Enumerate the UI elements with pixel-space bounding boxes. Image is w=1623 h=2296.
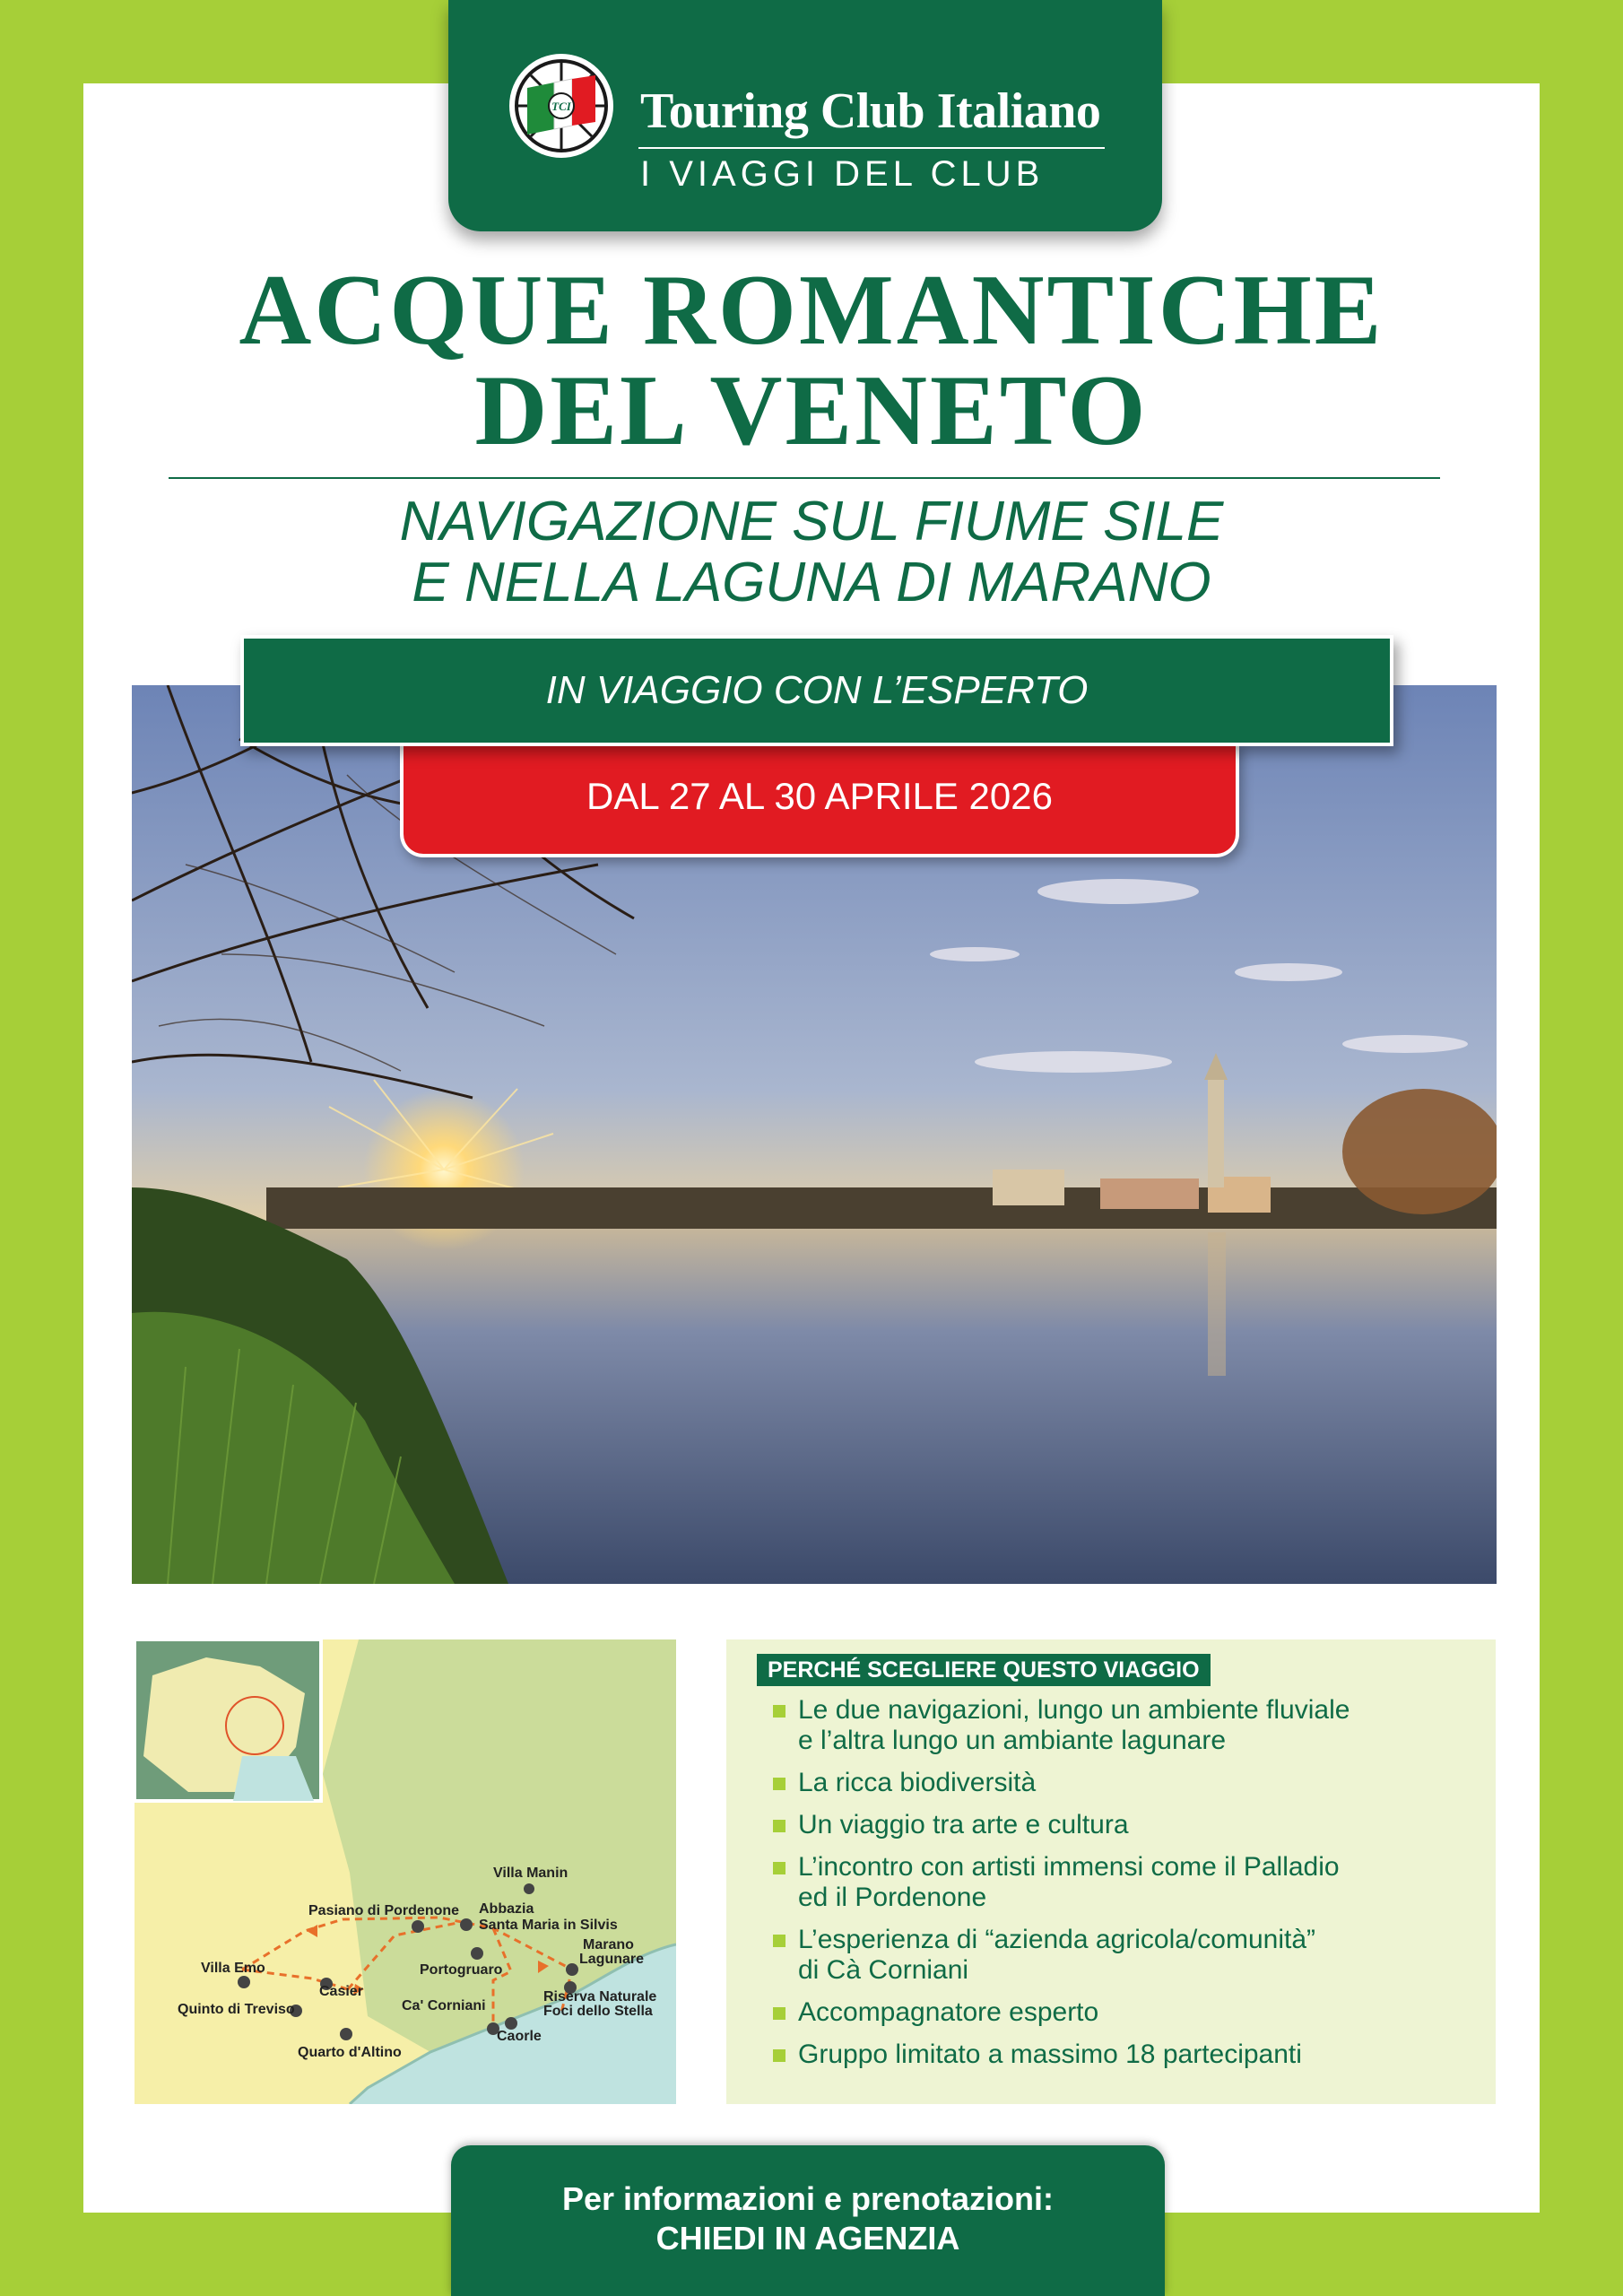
brand-tagline: I VIAGGI DEL CLUB — [640, 154, 1045, 194]
footer-info-line: Per informazioni e prenotazioni: — [561, 2180, 1055, 2217]
page-title — [108, 255, 1515, 466]
header-badge — [448, 0, 1162, 231]
reason-line-1: La ricca biodiversità — [798, 1768, 1037, 1797]
subtitle-line-1: NAVIGAZIONE SUL FIUME SILE — [399, 491, 1224, 552]
list-item — [773, 1925, 1472, 1986]
square-bullet-icon — [773, 1778, 785, 1790]
reason-line-1: L’incontro con artisti immensi come il Palladio — [798, 1852, 1340, 1882]
map-label-villa-emo: Villa Emo — [201, 1961, 265, 1976]
footer-cta-line: CHIEDI IN AGENZIA — [655, 2220, 960, 2257]
brand-divider — [638, 147, 1105, 149]
map-label-villa-manin: Villa Manin — [493, 1866, 568, 1881]
list-item — [773, 1768, 1472, 1798]
reason-line-1: Le due navigazioni, lungo un ambiente fluviale — [798, 1695, 1350, 1725]
itinerary-map — [135, 1639, 676, 2104]
map-label-ca-corniani: Ca' Corniani — [402, 1998, 486, 2013]
map-label-marano: Marano — [583, 1937, 634, 1952]
map-label-quinto: Quinto di Treviso — [178, 2002, 295, 2017]
reason-line-1: L’esperienza di “azienda agricola/comunità” — [798, 1925, 1316, 1954]
list-item — [773, 1695, 1472, 1756]
title-divider — [169, 477, 1440, 479]
square-bullet-icon — [773, 1705, 785, 1718]
reason-line-2: e l’altra lungo un ambiante lagunare — [798, 1726, 1226, 1755]
reasons-heading: PERCHÉ SCEGLIERE QUESTO VIAGGIO — [757, 1654, 1211, 1686]
date-band: DAL 27 AL 30 APRILE 2026 — [400, 743, 1239, 857]
map-label-portogruaro: Portogruaro — [420, 1962, 503, 1978]
square-bullet-icon — [773, 1820, 785, 1832]
reason-line-1: Gruppo limitato a massimo 18 partecipanti — [798, 2039, 1302, 2069]
list-item — [773, 1810, 1472, 1840]
reason-line-1: Un viaggio tra arte e cultura — [798, 1810, 1129, 1839]
map-label-caorle: Caorle — [497, 2029, 542, 2044]
reason-line-2: ed il Pordenone — [798, 1883, 987, 1912]
list-item — [773, 1852, 1472, 1913]
map-label-casier: Casier — [319, 1984, 363, 1999]
expert-band: IN VIAGGIO CON L’ESPERTO — [240, 635, 1393, 746]
brand-name: Touring Club Italiano — [640, 83, 1101, 139]
list-item — [773, 1997, 1472, 2028]
tci-logo-icon — [508, 52, 615, 160]
map-label-santa-maria: Santa Maria in Silvis — [479, 1918, 618, 1933]
square-bullet-icon — [773, 2007, 785, 2020]
list-item — [773, 2039, 1472, 2070]
map-label-lagunare: Lagunare — [579, 1952, 645, 1967]
reasons-list — [773, 1695, 1472, 2082]
footer-badge — [451, 2145, 1165, 2296]
map-label-riserva: Riserva Naturale — [543, 1989, 657, 2005]
page-subtitle — [108, 491, 1515, 613]
reasons-panel — [726, 1639, 1496, 2104]
reason-line-2: di Cà Corniani — [798, 1955, 969, 1985]
square-bullet-icon — [773, 1862, 785, 1874]
map-label-quarto-altino: Quarto d'Altino — [298, 2045, 402, 2060]
reason-line-1: Accompagnatore esperto — [798, 1997, 1099, 2027]
map-label-pasiano: Pasiano di Pordenone — [308, 1903, 460, 1918]
map-label-foci-stella: Foci dello Stella — [543, 2004, 653, 2019]
subtitle-line-2: E NELLA LAGUNA DI MARANO — [412, 552, 1211, 613]
map-label-abbazia: Abbazia — [479, 1901, 534, 1917]
title-line-1: ACQUE ROMANTICHE — [239, 255, 1384, 366]
logo-lettering: TCI — [551, 100, 571, 113]
title-line-2: DEL VENETO — [474, 355, 1149, 466]
square-bullet-icon — [773, 1935, 785, 1947]
square-bullet-icon — [773, 2049, 785, 2062]
